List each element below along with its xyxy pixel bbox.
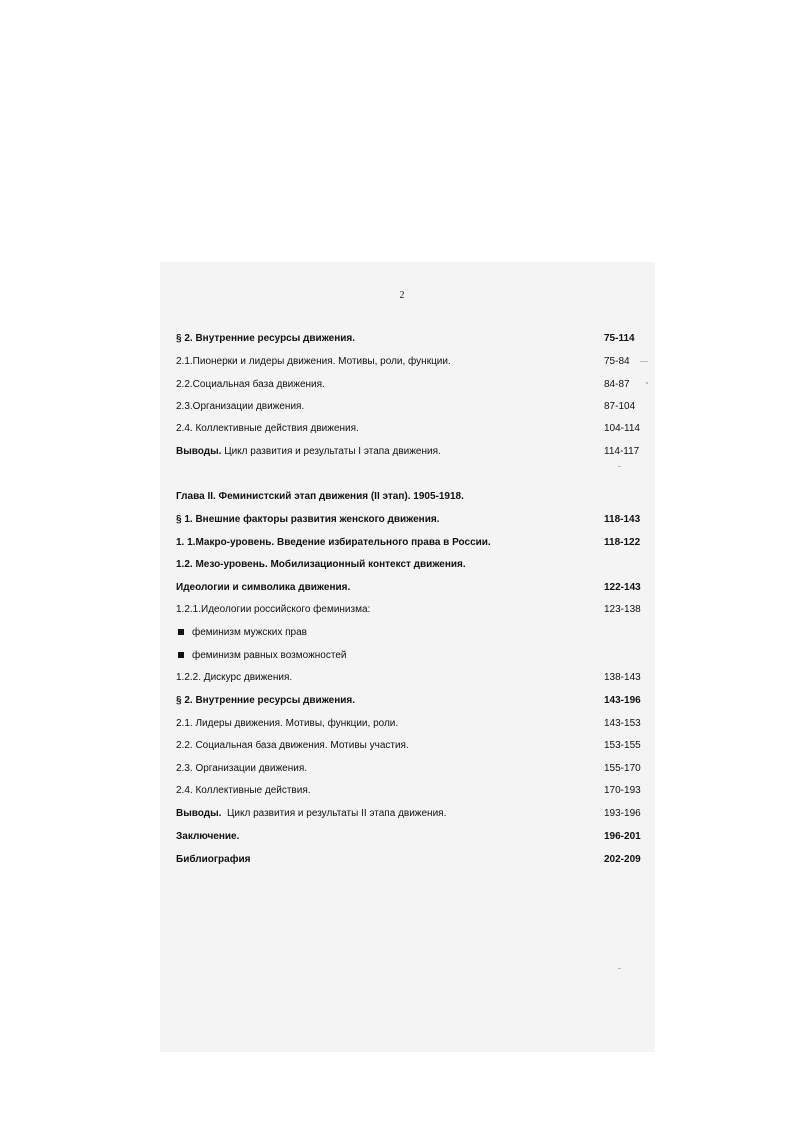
toc-label: § 2. Внутренние ресурсы движения. — [176, 333, 356, 344]
toc-pages: 155-170 — [604, 763, 641, 774]
toc-pages: 104-114 — [604, 423, 640, 434]
toc-bullet-item — [176, 648, 638, 664]
toc-label: 1. 1.Макро-уровень. Введение избирательного права в России. — [176, 537, 491, 548]
toc-entry — [176, 557, 638, 573]
toc-entry — [176, 444, 638, 460]
toc-label: § 2. Внутренние ресурсы движения. — [176, 695, 356, 706]
toc-entry — [176, 761, 641, 777]
toc-label-rest: Цикл развития и результаты I этапа движения. — [224, 446, 441, 457]
toc-label: 2.1.Пионерки и лидеры движения. Мотивы, роли, функции. — [176, 356, 451, 367]
toc-entry — [176, 693, 641, 709]
toc-pages: 118-122 — [604, 537, 641, 548]
toc-entry — [176, 670, 641, 686]
scan-speck — [618, 968, 621, 969]
toc-label: § 1. Внешние факторы развития женского движения. — [176, 514, 440, 525]
toc-pages: 153-155 — [604, 740, 641, 751]
toc-entry — [176, 829, 641, 845]
bullet-square-icon — [178, 652, 184, 658]
toc-entry — [176, 783, 641, 799]
toc-entry — [176, 716, 641, 732]
toc-entry — [176, 512, 641, 528]
toc-label: 2.4. Коллективные действия движения. — [176, 423, 359, 434]
toc-pages: 122-143 — [604, 582, 641, 593]
toc-entry — [176, 535, 641, 551]
toc-pages: 196-201 — [604, 831, 641, 842]
bullet-square-icon — [178, 629, 184, 635]
toc-label — [176, 806, 446, 822]
toc-pages: 202-209 — [604, 854, 641, 865]
toc-label: 1.2.1.Идеологии российского феминизма: — [176, 604, 371, 615]
toc-label: 1.2.2. Дискурс движения. — [176, 672, 293, 683]
scan-speck — [646, 382, 648, 384]
toc-label — [176, 444, 441, 460]
toc-entry — [176, 602, 641, 618]
toc-entry — [176, 738, 641, 754]
toc-entry — [176, 331, 638, 347]
toc-label: 2.1. Лидеры движения. Мотивы, функции, роли. — [176, 718, 399, 729]
toc-bullet-item — [176, 625, 638, 641]
toc-label: 1.2. Мезо-уровень. Мобилизационный контекст движения. — [176, 559, 466, 570]
toc-label: 2.2. Социальная база движения. Мотивы участия. — [176, 740, 409, 751]
toc-label: феминизм мужских прав — [192, 627, 307, 638]
toc-entry — [176, 399, 638, 415]
toc-label-bold: Выводы. — [176, 446, 222, 457]
toc-label: Идеологии и символика движения. — [176, 582, 351, 593]
toc-pages: 138-143 — [604, 672, 641, 683]
toc-label: Заключение. — [176, 831, 240, 842]
toc-entry — [176, 852, 641, 868]
toc-pages: 75-114 — [604, 333, 635, 344]
scan-speck — [640, 361, 648, 362]
toc-pages: 143-153 — [604, 718, 641, 729]
toc-entry — [176, 354, 638, 370]
toc-pages: 84-87 — [604, 379, 630, 390]
toc-pages: 123-138 — [604, 604, 641, 615]
toc-pages: 143-196 — [604, 695, 641, 706]
chapter-heading — [176, 489, 638, 505]
toc-pages: 118-143 — [604, 514, 641, 525]
toc-pages: 114-117 — [604, 446, 640, 457]
toc-entry — [176, 421, 638, 437]
scan-speck — [618, 466, 621, 467]
toc-label-bold: Выводы. — [176, 808, 222, 819]
toc-entry — [176, 580, 641, 596]
toc-entry — [176, 377, 638, 393]
toc-pages: 170-193 — [604, 785, 641, 796]
toc-label-rest: Цикл развития и результаты II этапа движения. — [226, 808, 447, 819]
page-number: 2 — [399, 290, 405, 301]
toc-label: 2.3. Организации движения. — [176, 763, 308, 774]
toc-label: Глава II. Феминистский этап движения (II этап). 1905-1918. — [176, 491, 464, 502]
toc-label: Библиография — [176, 854, 251, 865]
toc-pages: 75-84 — [604, 356, 630, 367]
toc-entry — [176, 806, 641, 822]
toc-label: 2.3.Организации движения. — [176, 401, 305, 412]
toc-label: 2.4. Коллективные действия. — [176, 785, 311, 796]
toc-pages: 87-104 — [604, 401, 636, 412]
toc-label: феминизм равных возможностей — [192, 650, 347, 661]
toc-pages: 193-196 — [604, 808, 641, 819]
toc-label: 2.2.Социальная база движения. — [176, 379, 325, 390]
